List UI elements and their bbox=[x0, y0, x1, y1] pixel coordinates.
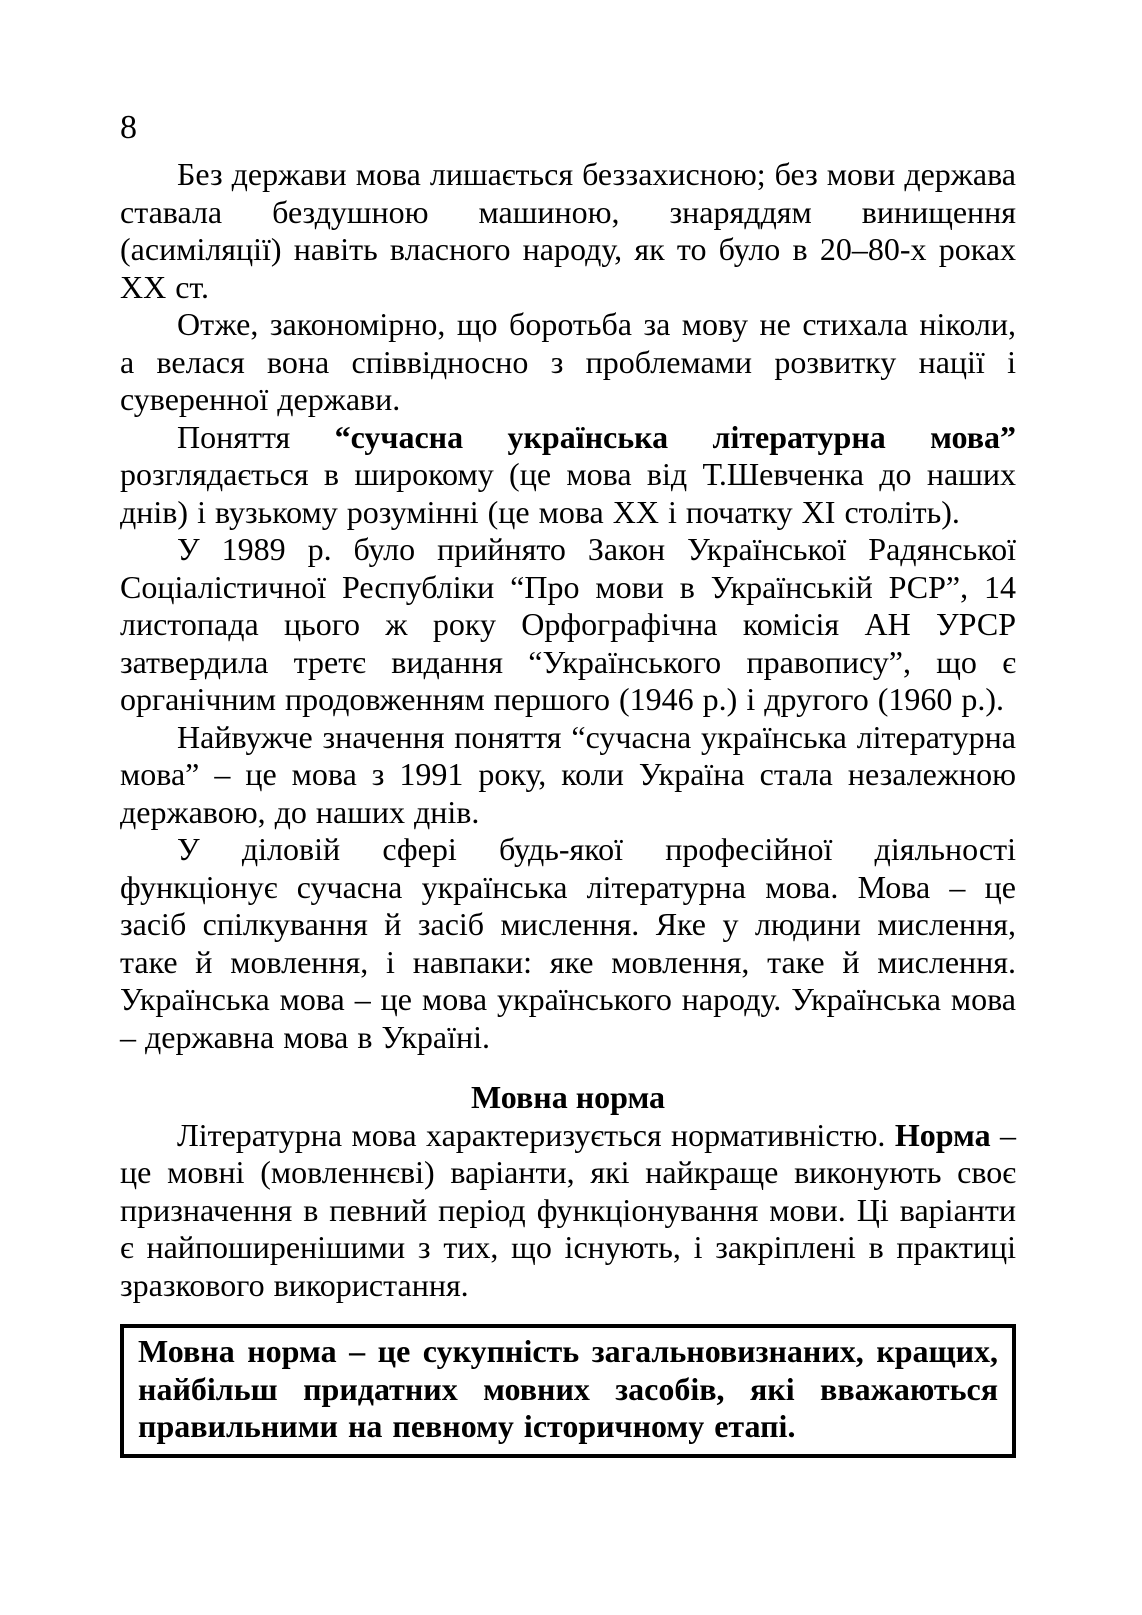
bold-text-run: “сучасна українська літературна мова” bbox=[334, 418, 1017, 455]
text-run: Поняття bbox=[177, 418, 335, 455]
paragraph bbox=[120, 306, 1016, 419]
text-run: У 1989 р. було прийнято Закон Української Радянської Соціалістичної Республіки “Про мови в Українській РСР”, 14 листопада цього ж року Орфографічна комісія АН УРСР затвердила третє видання “Українського правопису”, що є органічним продовженням першого (1946 р.) і другого (1960 р.). bbox=[120, 531, 1016, 717]
body-content bbox=[120, 156, 1016, 1458]
paragraph bbox=[120, 419, 1016, 532]
text-run: Отже, закономірно, що боротьба за мову не стихала ніколи, а велася вона співвідносно з проблемами розвитку нації і суверенної держави. bbox=[120, 306, 1016, 417]
paragraph bbox=[120, 156, 1016, 306]
bold-text-run: Норма bbox=[894, 1116, 991, 1153]
bold-text-run: Мовна норма – це сукупність загальновизнаних, кращих, найбільш придатних мовних засобів, які вважаються правильними на певному історичному етапі. bbox=[138, 1333, 998, 1444]
text-run: Літературна мова характеризується нормативністю. bbox=[177, 1116, 895, 1153]
definition-box bbox=[120, 1324, 1016, 1458]
paragraph bbox=[120, 831, 1016, 1056]
text-run: розглядається в широкому (це мова від Т.Шевченка до наших днів) і вузькому розумінні (це мова ХХ і початку ХІ століть). bbox=[120, 456, 1016, 530]
text-run: – це мовні (мовленнєві) варіанти, які найкраще виконують своє призначення в певний період функціонування мови. Ці варіанти є найпоширенішими з тих, що існують, і закріплені в практиці зразкового використання. bbox=[120, 1116, 1016, 1303]
text-run: Без держави мова лишається беззахисною; без мови держава ставала бездушною машиною, знаряддям винищення (асиміляції) навіть власного народу, як то було в 20–80-х роках ХХ ст. bbox=[120, 156, 1016, 305]
paragraph bbox=[120, 719, 1016, 832]
section-heading: Мовна норма bbox=[470, 1079, 666, 1115]
text-run: Найвужче значення поняття “сучасна українська літературна мова” – це мова з 1991 року, коли Україна стала незалежною державою, до наших днів. bbox=[120, 718, 1016, 830]
paragraph bbox=[120, 531, 1016, 719]
page-number: 8 bbox=[120, 109, 137, 146]
text-run: У діловій сфері будь-якої професійної діяльності функціонує сучасна українська літературна мова. Мова – це засіб спілкування й засіб мислення. Яке у людини мислення, таке й мовлення, і навпаки: яке мовлення, таке й мислення. Українська мова – це мова українського народу. Українська мова – державна мова в Україні. bbox=[120, 831, 1016, 1055]
paragraph bbox=[120, 1117, 1016, 1305]
